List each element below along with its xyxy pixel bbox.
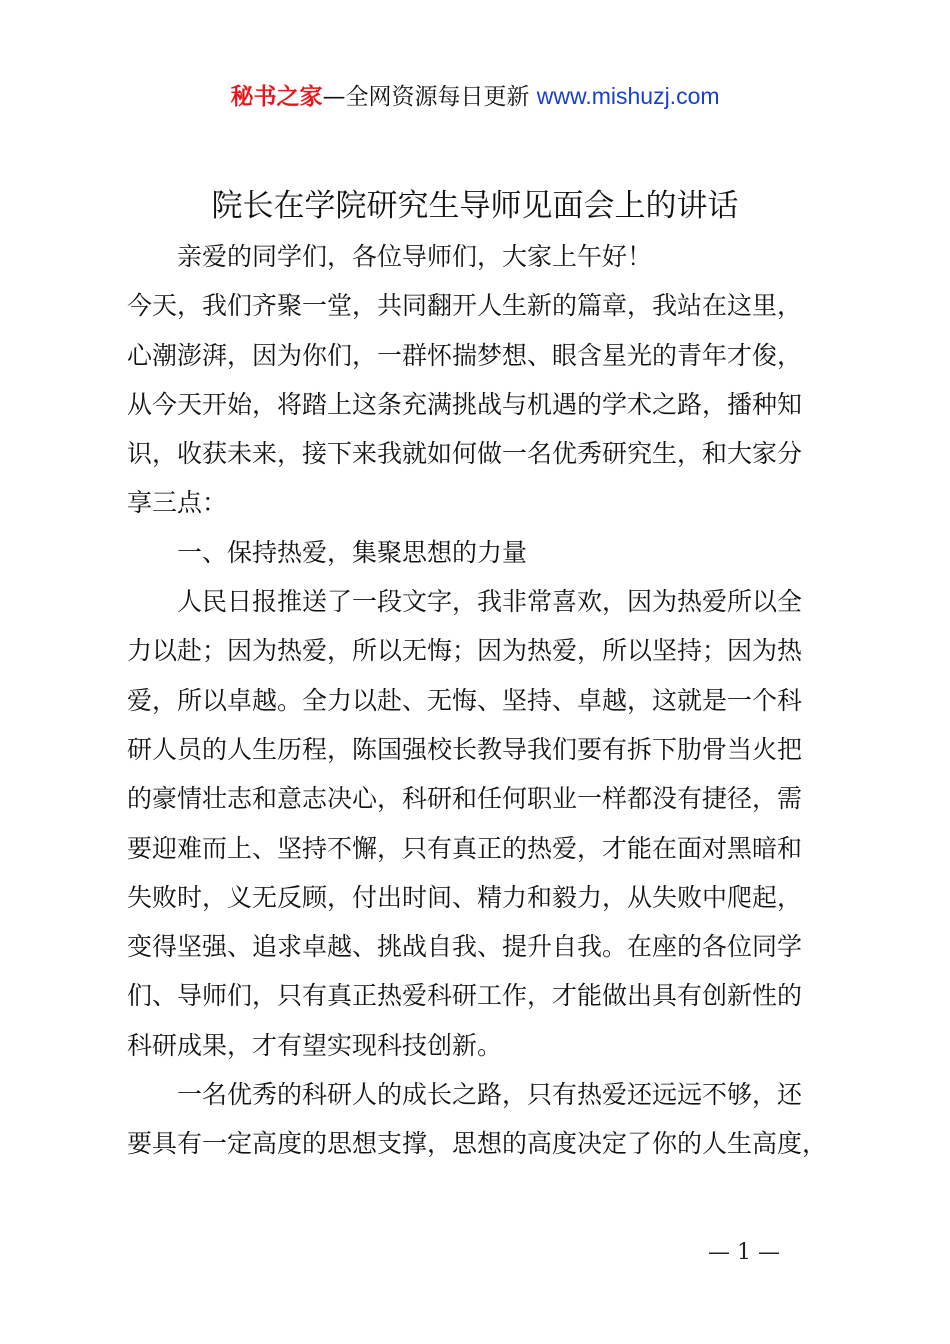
paragraph-line: 识，收获未来，接下来我就如何做一名优秀研究生，和大家分 [127, 439, 803, 469]
paragraph-line: 人民日报推送了一段文字，我非常喜欢，因为热爱所以全 [177, 587, 803, 617]
paragraph-line: 爱，所以卓越。全力以赴、无悔、坚持、卓越，这就是一个科 [127, 685, 803, 715]
header-slogan: —全网资源每日更新 [322, 84, 530, 110]
paragraph-line: 力以赴；因为热爱，所以无悔；因为热爱，所以坚持；因为热 [127, 636, 803, 666]
section-heading: 一、保持热爱，集聚思想的力量 [177, 537, 528, 567]
document-body [127, 232, 832, 1169]
paragraph-line: 心潮澎湃，因为你们，一群怀揣梦想、眼含星光的青年才俊， [127, 340, 803, 370]
document-title: 院长在学院研究生导师见面会上的讲话 [211, 188, 739, 224]
paragraph-line: 科研成果，才有望实现科技创新。 [127, 1030, 503, 1060]
paragraph-line: 一名优秀的科研人的成长之路，只有热爱还远远不够，还 [177, 1080, 803, 1110]
paragraph-line: 变得坚强、追求卓越、挑战自我、提升自我。在座的各位同学 [127, 932, 803, 962]
paragraph-line: 们、导师们，只有真正热爱科研工作，才能做出具有创新性的 [127, 981, 803, 1011]
brand-name: 秘书之家 [230, 84, 323, 110]
paragraph-line: 要迎难而上、坚持不懈，只有真正的热爱，才能在面对黑暗和 [127, 833, 803, 863]
page-number: — 1 — [708, 1240, 780, 1265]
paragraph-line: 从今天开始，将踏上这条充满挑战与机遇的学术之路，播种知 [127, 389, 803, 419]
site-url-link[interactable]: www.mishuzj.com [536, 83, 720, 109]
paragraph-line: 要具有一定高度的思想支撑，思想的高度决定了你的人生高度， [127, 1129, 828, 1159]
greeting-line: 亲爱的同学们，各位导师们，大家上午好！ [177, 242, 653, 271]
site-header [0, 80, 950, 113]
paragraph-line: 的豪情壮志和意志决心，科研和任何职业一样都没有捷径，需 [127, 784, 803, 814]
paragraph-line: 今天，我们齐聚一堂，共同翻开人生新的篇章，我站在这里， [127, 291, 803, 321]
paragraph-line: 享三点： [127, 488, 228, 518]
paragraph-line: 研人员的人生历程，陈国强校长教导我们要有拆下肋骨当火把 [127, 734, 803, 764]
paragraph-line: 失败时，义无反顾，付出时间、精力和毅力，从失败中爬起， [127, 882, 803, 912]
